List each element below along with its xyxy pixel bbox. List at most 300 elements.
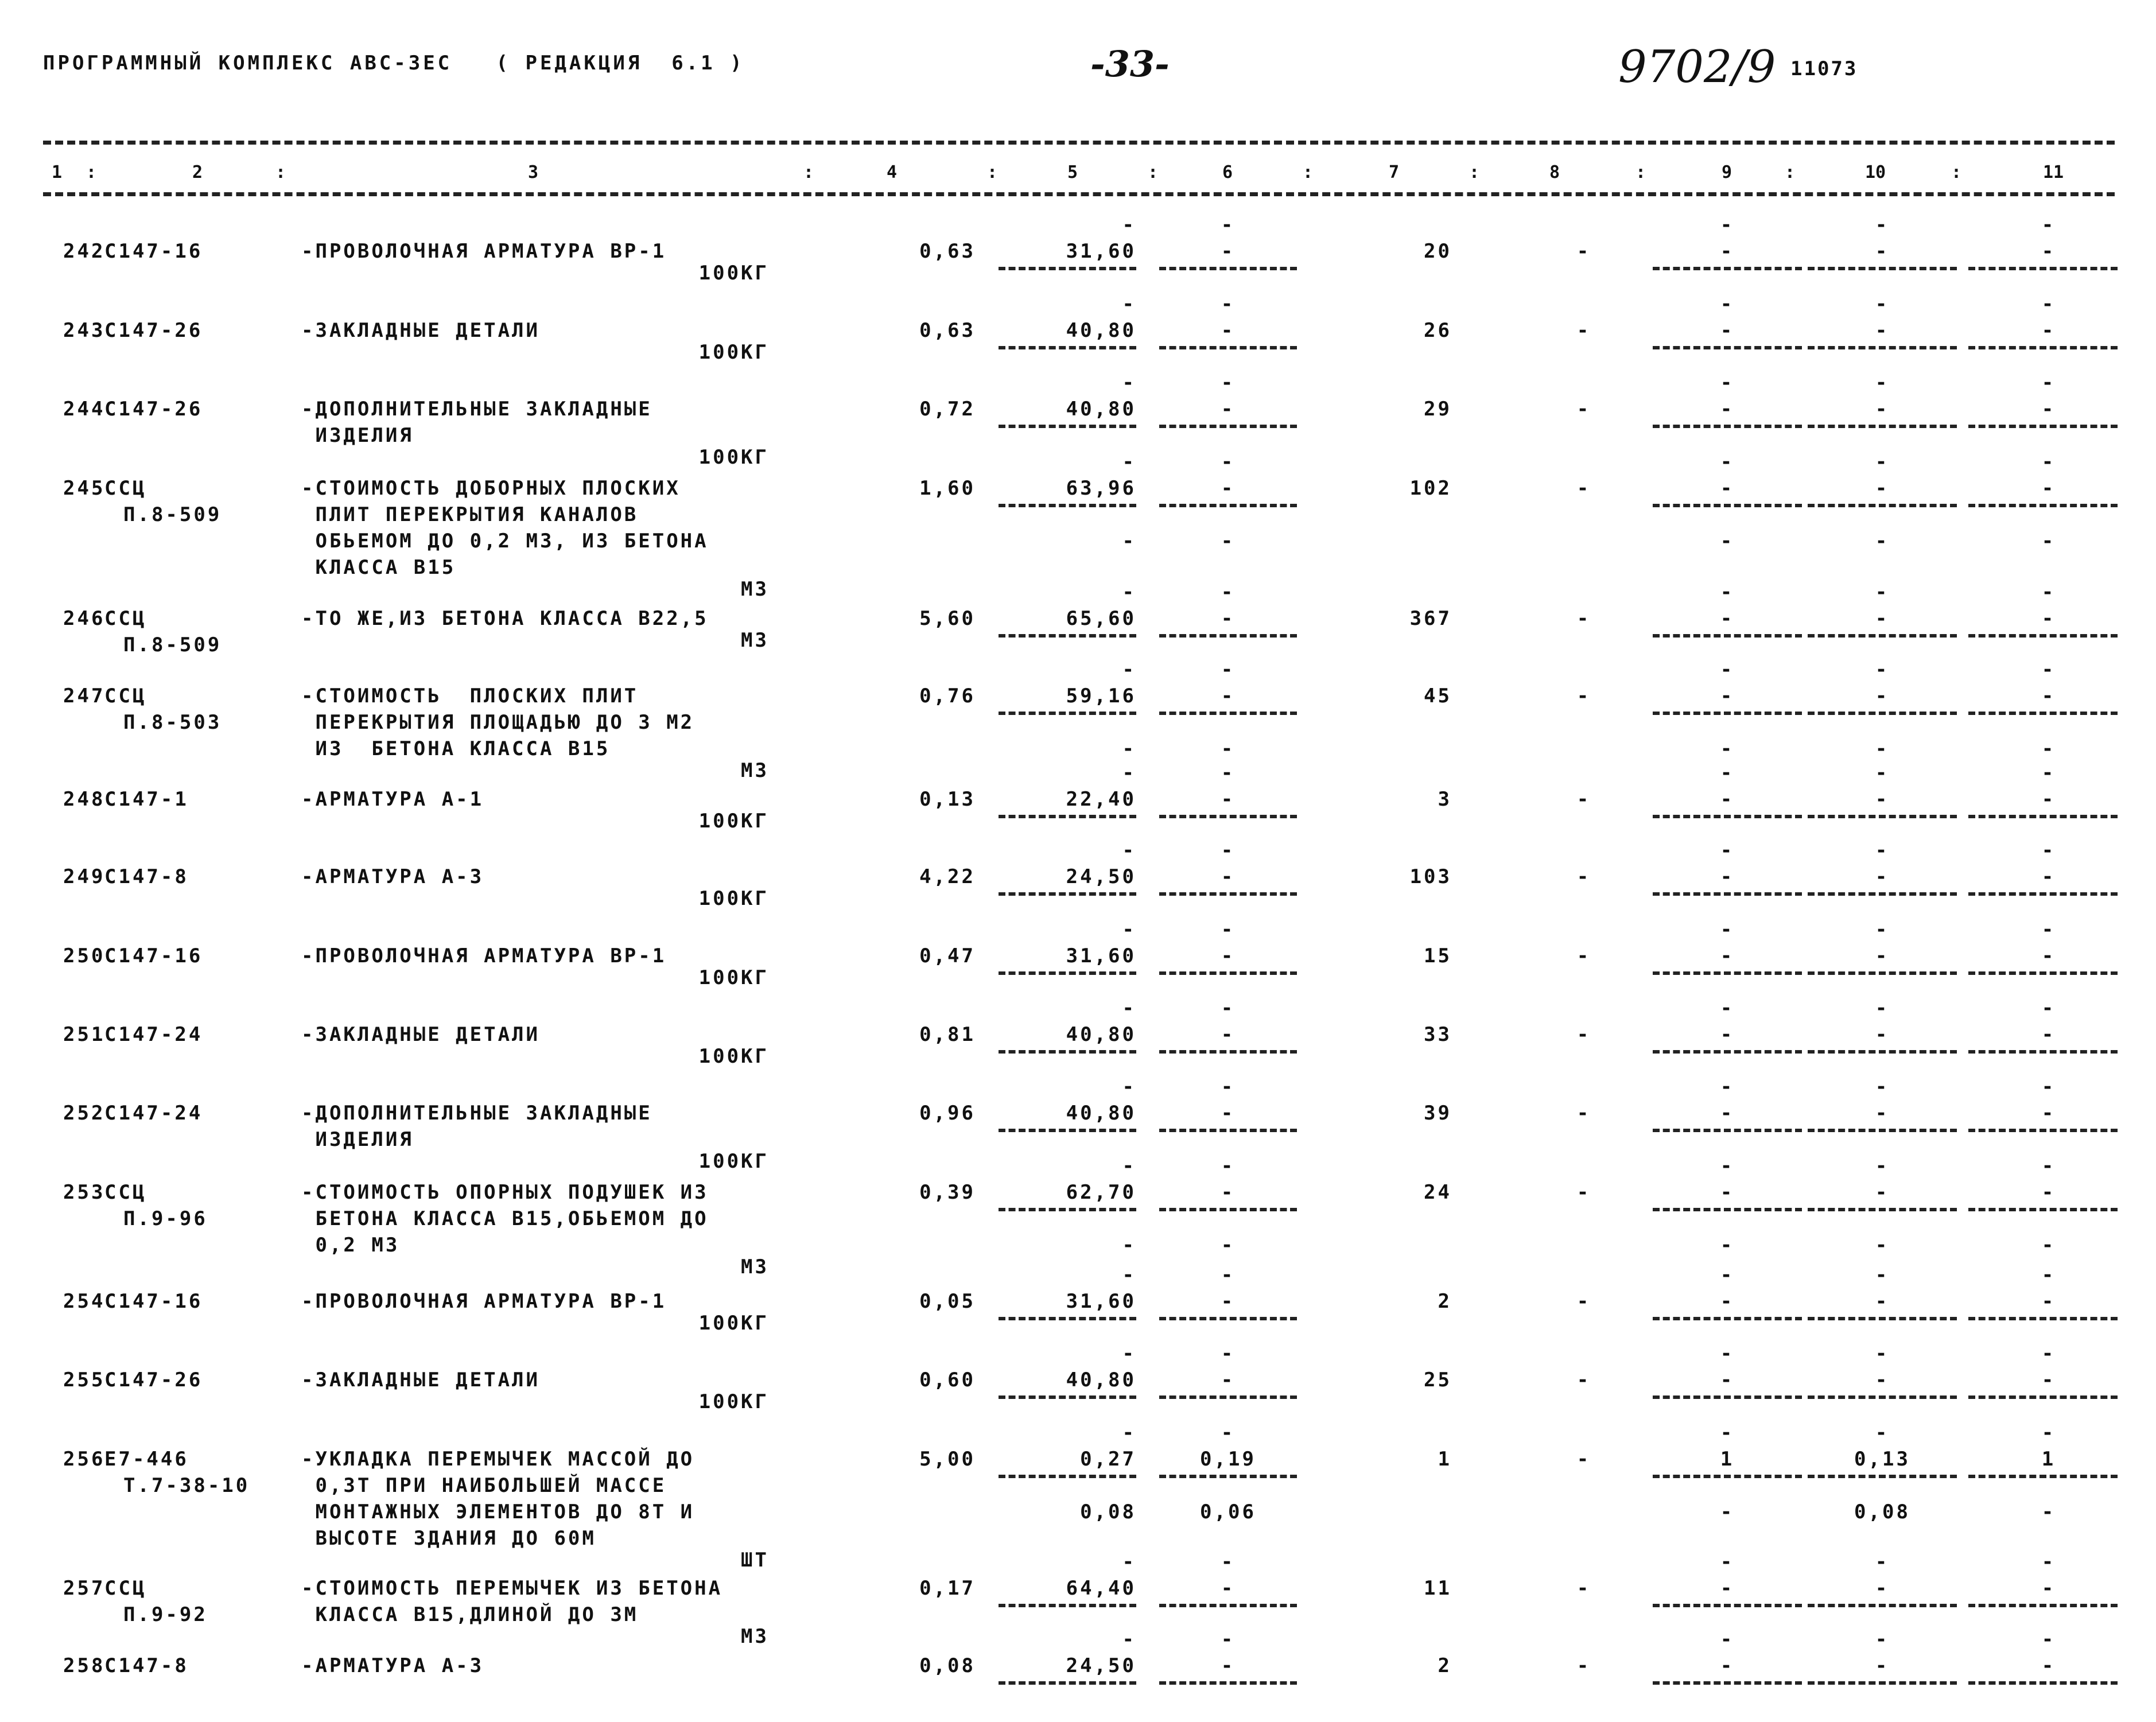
unit-of-measure: 100КГ	[698, 262, 769, 285]
subtotal-divider	[1159, 346, 1297, 349]
column-11-value: -	[2041, 788, 2056, 811]
column-11-value: -	[2041, 240, 2056, 263]
top-mark: -	[2041, 761, 2056, 784]
subtotal-divider	[1808, 1604, 1957, 1607]
top-mark: -	[1221, 761, 1236, 784]
top-mark: -	[2041, 658, 2056, 681]
rate-code: С147-8	[104, 865, 189, 888]
top-mark: -	[1122, 1628, 1136, 1651]
subtotal-divider	[999, 1396, 1136, 1399]
column-11-value: -	[2041, 1369, 2056, 1391]
subtotal-divider	[1968, 1681, 2118, 1685]
top-mark: -	[1720, 658, 1735, 681]
subtotal-divider	[1159, 1208, 1297, 1211]
column-10-value: -	[1875, 1290, 1890, 1313]
top-mark: -	[1221, 1155, 1236, 1177]
column-9-value: -	[1720, 1023, 1735, 1046]
top-mark: -	[1720, 1342, 1735, 1365]
column-11-value: -	[2041, 1290, 2056, 1313]
subtotal-divider	[1653, 425, 1802, 428]
top-mark: -	[1221, 1075, 1236, 1098]
top-mark: -	[2041, 1155, 2056, 1177]
top-mark: -	[2041, 918, 2056, 941]
unit-cost-machinery: -	[1122, 737, 1136, 760]
rate-code: ССЦ	[104, 477, 147, 500]
unit-of-measure: М3	[741, 1625, 769, 1648]
top-mark: -	[1875, 918, 1890, 941]
subtotal-divider	[1808, 815, 1957, 818]
work-description: -АРМАТУРА А-3	[301, 1654, 484, 1677]
subtotal-divider	[1653, 267, 1802, 270]
row-number: 250	[63, 944, 106, 967]
column-11-sub: -	[2041, 530, 2056, 553]
top-mark: -	[2041, 1628, 2056, 1651]
column-9-value: -	[1720, 1577, 1735, 1600]
column-9-value: -	[1720, 477, 1735, 500]
column-header-4: 4	[887, 162, 898, 182]
subtotal-divider	[1808, 504, 1957, 507]
column-10-value: -	[1875, 240, 1890, 263]
top-mark: -	[1720, 997, 1735, 1020]
subtotal-divider	[1968, 815, 2118, 818]
total-cost: 25	[1424, 1369, 1452, 1391]
subtotal-divider	[1968, 1317, 2118, 1320]
column-10-value: -	[1875, 685, 1890, 708]
column-11-value: -	[2041, 1023, 2056, 1046]
top-mark: -	[2041, 1421, 2056, 1444]
subtotal-divider	[1968, 504, 2118, 507]
subtotal-divider	[1808, 1396, 1957, 1399]
total-cost: 2	[1438, 1654, 1452, 1677]
column-10-value: -	[1875, 865, 1890, 888]
column-10-value: -	[1875, 1577, 1890, 1600]
subtotal-divider	[999, 1129, 1136, 1132]
row-number: 248	[63, 788, 106, 811]
column-header-10: 10	[1865, 162, 1886, 182]
column-9-value: -	[1720, 319, 1735, 342]
unit-of-measure: 100КГ	[698, 887, 769, 910]
column-11-value: -	[2041, 685, 2056, 708]
column-11-value: -	[2041, 1577, 2056, 1600]
column-separator: :	[1148, 162, 1159, 182]
wage-cost: -	[1221, 477, 1236, 500]
table-header-rule	[43, 192, 2115, 196]
wage-cost: -	[1221, 1577, 1236, 1600]
row-number: 249	[63, 865, 106, 888]
unit-cost: 62,70	[1066, 1181, 1136, 1204]
top-mark: -	[1875, 839, 1890, 862]
subtotal-divider	[1968, 267, 2118, 270]
subtotal-divider	[1968, 1396, 2118, 1399]
subtotal-divider	[1653, 1475, 1802, 1478]
rate-code-ref: П.9-96	[123, 1207, 208, 1230]
subtotal-divider	[1159, 1396, 1297, 1399]
rate-code: Е7-446	[104, 1448, 189, 1471]
column-8-value: -	[1576, 685, 1591, 708]
row-number: 257	[63, 1577, 106, 1600]
wage-cost: -	[1221, 607, 1236, 630]
subtotal-divider	[1808, 1129, 1957, 1132]
column-header-8: 8	[1549, 162, 1560, 182]
quantity: 0,05	[919, 1290, 976, 1313]
wage-cost: -	[1221, 240, 1236, 263]
column-9-value: -	[1720, 944, 1735, 967]
top-mark: -	[1720, 581, 1735, 604]
top-mark: -	[2041, 1075, 2056, 1098]
column-separator: :	[803, 162, 814, 182]
subtotal-divider	[1653, 504, 1802, 507]
top-mark: -	[1875, 371, 1890, 394]
column-10-value: -	[1875, 1102, 1890, 1125]
subtotal-divider	[999, 1317, 1136, 1320]
total-cost: 45	[1424, 685, 1452, 708]
work-description: -ПРОВОЛОЧНАЯ АРМАТУРА ВР-1	[301, 240, 667, 263]
top-mark: -	[1122, 581, 1136, 604]
subtotal-divider	[1653, 1129, 1802, 1132]
row-number: 255	[63, 1369, 106, 1391]
subtotal-divider	[1159, 1681, 1297, 1685]
subtotal-divider	[1808, 712, 1957, 715]
column-header-5: 5	[1067, 162, 1078, 182]
unit-of-measure: 100КГ	[698, 446, 769, 469]
column-9-value: -	[1720, 865, 1735, 888]
top-mark: -	[1122, 450, 1136, 473]
row-number: 256	[63, 1448, 106, 1471]
top-mark: -	[1720, 450, 1735, 473]
subtotal-divider	[1968, 1208, 2118, 1211]
rate-code: С147-16	[104, 944, 203, 967]
subtotal-divider	[1808, 1475, 1957, 1478]
work-description: ПЛИТ ПЕРЕКРЫТИЯ КАНАЛОВ	[301, 503, 639, 526]
rate-code-ref: П.8-509	[123, 503, 222, 526]
column-8-value: -	[1576, 607, 1591, 630]
column-9-value: -	[1720, 398, 1735, 421]
rate-code: ССЦ	[104, 607, 147, 630]
row-number: 253	[63, 1181, 106, 1204]
column-10-value: -	[1875, 398, 1890, 421]
top-mark: -	[1720, 293, 1735, 316]
top-mark: -	[2041, 450, 2056, 473]
work-description: БЕТОНА КЛАССА В15,ОБЬЕМОМ ДО	[301, 1207, 709, 1230]
total-cost: 15	[1424, 944, 1452, 967]
unit-cost: 65,60	[1066, 607, 1136, 630]
top-mark: -	[1122, 658, 1136, 681]
subtotal-divider	[999, 504, 1136, 507]
work-description: -ЗАКЛАДНЫЕ ДЕТАЛИ	[301, 1369, 540, 1391]
top-mark: -	[1221, 997, 1236, 1020]
rate-code: ССЦ	[104, 1181, 147, 1204]
subtotal-divider	[1653, 634, 1802, 638]
unit-cost: 22,40	[1066, 788, 1136, 811]
unit-cost: 40,80	[1066, 398, 1136, 421]
column-separator: :	[1469, 162, 1480, 182]
top-mark: -	[1720, 213, 1735, 236]
top-mark: -	[1122, 213, 1136, 236]
column-10-value: -	[1875, 319, 1890, 342]
unit-of-measure: 100КГ	[698, 1312, 769, 1335]
top-mark: -	[1122, 371, 1136, 394]
quantity: 5,60	[919, 607, 976, 630]
subtotal-divider	[1808, 425, 1957, 428]
top-mark: -	[1221, 581, 1236, 604]
row-number: 242	[63, 240, 106, 263]
rate-code: ССЦ	[104, 1577, 147, 1600]
quantity: 0,47	[919, 944, 976, 967]
subtotal-divider	[1968, 1604, 2118, 1607]
column-10-value: -	[1875, 1654, 1890, 1677]
rate-code: С147-26	[104, 319, 203, 342]
unit-of-measure: 100КГ	[698, 1390, 769, 1413]
top-mark: -	[1720, 371, 1735, 394]
wage-cost: -	[1221, 685, 1236, 708]
subtotal-divider	[999, 815, 1136, 818]
work-description: 0,2 М3	[301, 1234, 400, 1257]
column-11-sub: -	[2041, 1501, 2056, 1523]
column-separator: :	[1951, 162, 1962, 182]
unit-of-measure: М3	[741, 629, 769, 652]
row-number: 251	[63, 1023, 106, 1046]
subtotal-divider	[1968, 712, 2118, 715]
top-mark: -	[1720, 1155, 1735, 1177]
column-header-3: 3	[528, 162, 539, 182]
work-description: -АРМАТУРА А-3	[301, 865, 484, 888]
top-mark: -	[1221, 1550, 1236, 1573]
top-mark: -	[1875, 293, 1890, 316]
top-mark: -	[2041, 1342, 2056, 1365]
unit-cost: 40,80	[1066, 1369, 1136, 1391]
column-header-7: 7	[1389, 162, 1400, 182]
subtotal-divider	[1159, 425, 1297, 428]
unit-cost-machinery: -	[1122, 530, 1136, 553]
wage-cost: -	[1221, 1654, 1236, 1677]
column-separator: :	[275, 162, 286, 182]
rate-code: С147-16	[104, 1290, 203, 1313]
column-9-sub: -	[1720, 737, 1735, 760]
column-9-value: -	[1720, 1102, 1735, 1125]
subtotal-divider	[1653, 1396, 1802, 1399]
subtotal-divider	[1808, 892, 1957, 896]
top-mark: -	[1122, 1264, 1136, 1286]
column-10-value: -	[1875, 788, 1890, 811]
column-8-value: -	[1576, 1369, 1591, 1391]
quantity: 0,60	[919, 1369, 976, 1391]
wage-cost: -	[1221, 944, 1236, 967]
subtotal-divider	[1968, 892, 2118, 896]
column-8-value: -	[1576, 788, 1591, 811]
unit-of-measure: 100КГ	[698, 966, 769, 989]
quantity: 0,17	[919, 1577, 976, 1600]
total-cost: 20	[1424, 240, 1452, 263]
quantity: 0,72	[919, 398, 976, 421]
subtotal-divider	[1653, 1208, 1802, 1211]
subtotal-divider	[999, 267, 1136, 270]
subtotal-divider	[1653, 346, 1802, 349]
top-mark: -	[1720, 1628, 1735, 1651]
total-cost: 102	[1409, 477, 1452, 500]
subtotal-divider	[1653, 1317, 1802, 1320]
top-mark: -	[1875, 1421, 1890, 1444]
top-mark: -	[2041, 213, 2056, 236]
subtotal-divider	[1159, 1604, 1297, 1607]
unit-cost: 64,40	[1066, 1577, 1136, 1600]
top-mark: -	[1875, 581, 1890, 604]
top-mark: -	[1720, 918, 1735, 941]
work-description: -УКЛАДКА ПЕРЕМЫЧЕК МАССОЙ ДО	[301, 1448, 695, 1471]
column-9-sub: -	[1720, 1234, 1735, 1257]
column-header-11: 11	[2043, 162, 2064, 182]
total-cost: 24	[1424, 1181, 1452, 1204]
subtotal-divider	[999, 346, 1136, 349]
unit-cost: 24,50	[1066, 865, 1136, 888]
column-9-value: -	[1720, 1181, 1735, 1204]
top-mark: -	[1875, 1550, 1890, 1573]
row-number: 254	[63, 1290, 106, 1313]
top-mark: -	[1122, 1155, 1136, 1177]
top-mark: -	[2041, 997, 2056, 1020]
subtotal-divider	[999, 634, 1136, 638]
subtotal-divider	[1808, 1317, 1957, 1320]
top-mark: -	[1122, 761, 1136, 784]
top-mark: -	[1720, 1075, 1735, 1098]
unit-cost: 59,16	[1066, 685, 1136, 708]
top-mark: -	[2041, 293, 2056, 316]
column-8-value: -	[1576, 944, 1591, 967]
unit-of-measure: ШТ	[741, 1549, 769, 1572]
top-mark: -	[1221, 658, 1236, 681]
unit-cost: 31,60	[1066, 944, 1136, 967]
quantity: 0,39	[919, 1181, 976, 1204]
quantity: 5,00	[919, 1448, 976, 1471]
column-11-value: -	[2041, 1654, 2056, 1677]
top-mark: -	[1221, 839, 1236, 862]
work-description: -СТОИМОСТЬ ПЕРЕМЫЧЕК ИЗ БЕТОНА	[301, 1577, 723, 1600]
column-8-value: -	[1576, 865, 1591, 888]
subtotal-divider	[1968, 1050, 2118, 1054]
subtotal-divider	[1653, 1604, 1802, 1607]
subtotal-divider	[1159, 504, 1297, 507]
rate-code-ref: П.8-509	[123, 633, 222, 656]
top-mark: -	[2041, 1264, 2056, 1286]
work-description: -ТО ЖЕ,ИЗ БЕТОНА КЛАССА В22,5	[301, 607, 709, 630]
quantity: 0,63	[919, 240, 976, 263]
quantity: 0,96	[919, 1102, 976, 1125]
work-description: ИЗДЕЛИЯ	[301, 1128, 414, 1151]
column-11-sub: -	[2041, 737, 2056, 760]
column-separator: :	[987, 162, 998, 182]
subtotal-divider	[1968, 634, 2118, 638]
rate-code: С147-1	[104, 788, 189, 811]
total-cost: 33	[1424, 1023, 1452, 1046]
quantity: 0,63	[919, 319, 976, 342]
wage-cost: 0,19	[1200, 1448, 1256, 1471]
column-separator: :	[86, 162, 97, 182]
column-11-value: 1	[2041, 1448, 2056, 1471]
table-top-rule	[43, 141, 2115, 145]
work-description: 0,3Т ПРИ НАИБОЛЬШЕЙ МАССЕ	[301, 1474, 667, 1497]
column-8-value: -	[1576, 240, 1591, 263]
row-number: 246	[63, 607, 106, 630]
wage-cost: -	[1221, 788, 1236, 811]
document-number: 11073	[1790, 57, 1858, 80]
column-11-value: -	[2041, 1181, 2056, 1204]
subtotal-divider	[999, 425, 1136, 428]
rate-code: С147-26	[104, 398, 203, 421]
page-number: -33-	[1090, 43, 1170, 85]
unit-of-measure: М3	[741, 759, 769, 782]
column-9-value: 1	[1720, 1448, 1735, 1471]
subtotal-divider	[1653, 1050, 1802, 1054]
row-number: 244	[63, 398, 106, 421]
rate-code: ССЦ	[104, 685, 147, 708]
top-mark: -	[2041, 371, 2056, 394]
document-code: 9702/9	[1618, 41, 1776, 93]
total-cost: 39	[1424, 1102, 1452, 1125]
top-mark: -	[1221, 1421, 1236, 1444]
work-description: -ПРОВОЛОЧНАЯ АРМАТУРА ВР-1	[301, 1290, 667, 1313]
work-description: -ПРОВОЛОЧНАЯ АРМАТУРА ВР-1	[301, 944, 667, 967]
quantity: 0,08	[919, 1654, 976, 1677]
work-description: ИЗДЕЛИЯ	[301, 424, 414, 447]
subtotal-divider	[1968, 425, 2118, 428]
subtotal-divider	[1159, 712, 1297, 715]
subtotal-divider	[999, 1604, 1136, 1607]
total-cost: 29	[1424, 398, 1452, 421]
top-mark: -	[1221, 1264, 1236, 1286]
column-9-sub: -	[1720, 1501, 1735, 1523]
column-11-value: -	[2041, 865, 2056, 888]
subtotal-divider	[1968, 1129, 2118, 1132]
column-9-sub: -	[1720, 530, 1735, 553]
work-description: -ДОПОЛНИТЕЛЬНЫЕ ЗАКЛАДНЫЕ	[301, 1102, 652, 1125]
top-mark: -	[1875, 1342, 1890, 1365]
subtotal-divider	[999, 712, 1136, 715]
column-8-value: -	[1576, 477, 1591, 500]
subtotal-divider	[999, 1681, 1136, 1685]
subtotal-divider	[1159, 634, 1297, 638]
work-description: ИЗ БЕТОНА КЛАССА В15	[301, 737, 611, 760]
subtotal-divider	[1159, 1050, 1297, 1054]
subtotal-divider	[999, 1050, 1136, 1054]
work-description: ПЕРЕКРЫТИЯ ПЛОЩАДЬЮ ДО 3 М2	[301, 711, 695, 734]
wage-cost: -	[1221, 1102, 1236, 1125]
work-description: ВЫСОТЕ ЗДАНИЯ ДО 60М	[301, 1527, 596, 1550]
unit-of-measure: М3	[741, 1255, 769, 1278]
subtotal-divider	[1653, 892, 1802, 896]
column-10-value: -	[1875, 607, 1890, 630]
top-mark: -	[1875, 997, 1890, 1020]
top-mark: -	[1221, 1628, 1236, 1651]
column-10-sub: -	[1875, 737, 1890, 760]
column-10-sub: -	[1875, 530, 1890, 553]
subtotal-divider	[1653, 712, 1802, 715]
top-mark: -	[1122, 918, 1136, 941]
top-mark: -	[1221, 293, 1236, 316]
column-10-sub: 0,08	[1854, 1501, 1910, 1523]
column-separator: :	[1303, 162, 1314, 182]
column-9-value: -	[1720, 1369, 1735, 1391]
top-mark: -	[1875, 450, 1890, 473]
unit-cost: 40,80	[1066, 1023, 1136, 1046]
rate-code: С147-26	[104, 1369, 203, 1391]
wage-cost: -	[1221, 1181, 1236, 1204]
top-mark: -	[1122, 997, 1136, 1020]
work-description: -ДОПОЛНИТЕЛЬНЫЕ ЗАКЛАДНЫЕ	[301, 398, 652, 421]
subtotal-divider	[1808, 267, 1957, 270]
quantity: 1,60	[919, 477, 976, 500]
subtotal-divider	[999, 971, 1136, 975]
top-mark: -	[1720, 1264, 1735, 1286]
wage-cost-machinery: -	[1221, 530, 1236, 553]
